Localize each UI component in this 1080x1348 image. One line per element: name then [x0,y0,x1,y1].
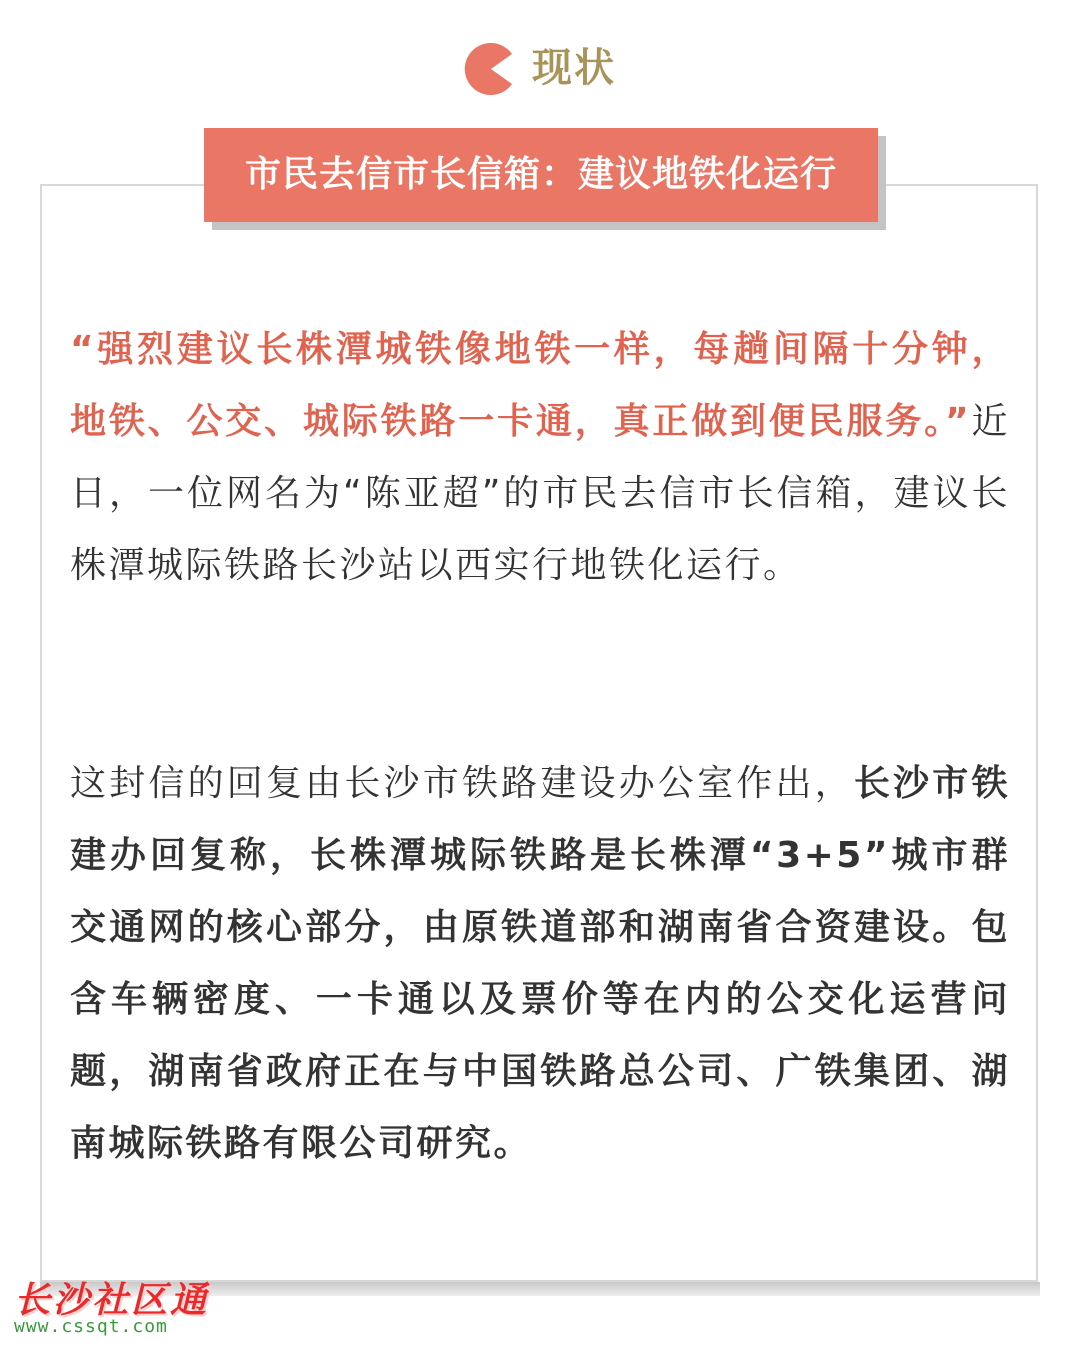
paragraph-2 [70,748,1010,1180]
banner-title: 市民去信市长信箱：建议地铁化运行 [244,154,837,195]
paragraph-1 [70,314,1010,602]
paragraph-2-text: 这封信的回复由长沙市铁路建设办公室作出， [70,763,854,804]
paragraph-1-text: 近日，一位网名为“陈亚超”的市民去信市长信箱，建议长株潭城际铁路长沙站以西实行地铁化运行。 [70,401,1010,586]
section-label: 现状 [532,45,616,91]
pacman-icon [462,40,520,98]
paragraph-2-bold: 长沙市铁建办回复称，长株潭城际铁路是长株潭“3+5”城市群交通网的核心部分，由原铁道部和湖南省合资建设。包含车辆密度、一卡通以及票价等在内的公交化运营问题，湖南省政府正在与中国铁路总公司、广铁集团、湖南城际铁路有限公司研究。 [70,763,1010,1164]
watermark-url: www.cssqt.com [14,1316,168,1337]
title-banner [204,128,878,222]
quote-highlight: “强烈建议长株潭城铁像地铁一样，每趟间隔十分钟，地铁、公交、城际铁路一卡通，真正做到便民服务。” [70,329,1010,442]
watermark-logo: 长沙社区通 [14,1280,210,1321]
